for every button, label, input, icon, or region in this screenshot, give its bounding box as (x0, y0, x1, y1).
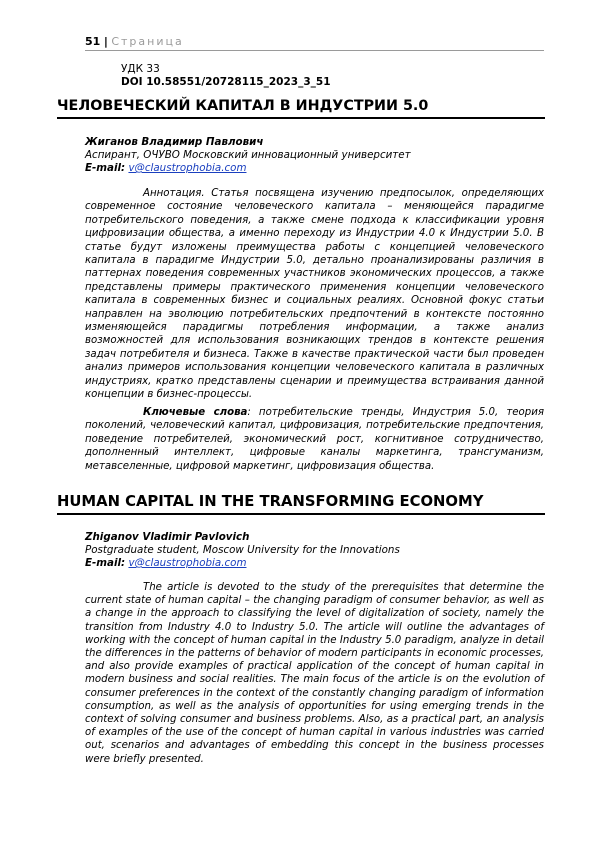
keywords-text: : потребительские тренды, Индустрия 5.0, теория поколений, человеческий капитал, цифровизация, потребительские предпочтения, поведение потребителей, экономический рост, когнитивное сотрудничество, дополненный интеллект, цифровые каналы маркетинга, трансгуманизм, метавселенные, цифровой маркетинг, цифровизация общества. (85, 407, 544, 472)
author-block-ru (85, 136, 411, 175)
abstract-ru: Аннотация. Статья посвящена изучению предпосылок, определяющих современное состояние человеческого капитала – меняющейся парадигме потребительского поведения, а также смене подхода к классификации уровня цифровизации общества, а именно переходу из Индустрии 4.0 к Индустрии 5.0. В статье будут изложены преимущества работы с концепцией человеческого капитала в парадигме Индустрии 5.0, детально проанализированы различия в паттернах поведения современных участников экономических процессов, а также представлены примеры практического применения концепции человеческого капитала в современных бизнес и социальных реалиях. Основной фокус статьи направлен на эволюцию потребительских предпочтений в контексте постоянно изменяющейся парадигмы потребления информации, а также анализ возможностей для использования возникающих трендов в контексте решения задач потребителя и бизнеса. Также в качестве практической части был проведен анализ примеров использования концепции человеческого капитала в различных индустриях, кратко представлены сценарии и преимущества встраивания данной концепции в бизнес-процессы. (85, 188, 544, 401)
header-divider (85, 50, 544, 51)
page-number: 51 (85, 35, 101, 48)
email-link-ru[interactable]: v@claustrophobia.com (128, 162, 247, 174)
email-label-en: E-mail: (85, 557, 126, 569)
email-link-en[interactable]: v@claustrophobia.com (128, 557, 247, 569)
author-email-row-en (85, 557, 400, 570)
author-name-ru: Жиганов Владимир Павлович (85, 136, 264, 148)
keywords-label: Ключевые слова (143, 407, 248, 418)
title-ru: ЧЕЛОВЕЧЕСКИЙ КАПИТАЛ В ИНДУСТРИИ 5.0 (57, 98, 545, 119)
author-block-en (85, 531, 400, 570)
page-word: Страница (111, 35, 184, 48)
abstract-en: The article is devoted to the study of the prerequisites that determine the current state of human capital – the changing paradigm of consumer behavior, as well as a change in the approach to classifying the level of digitalization of society, namely the transition from Industry 4.0 to Industry 5.0. The article will outline the advantages of working with the concept of human capital in the Industry 5.0 paradigm, analyze in detail the differences in the patterns of behavior of modern participants in economic processes, and also provide examples of practical application of the concept of human capital in modern business and social realities. The main focus of the article is on the evolution of consumer preferences in the context of the constantly changing paradigm of information consumption, as well as the analysis of opportunities for using emerging trends in the context of solving consumer and business problems. Also, as a practical part, an analysis of examples of the use of the concept of human capital in various industries was carried out, scenarios and advantages of embedding this concept in the business processes were briefly presented. (85, 582, 544, 765)
keywords-ru (85, 406, 544, 473)
author-affiliation-en: Postgraduate student, Moscow University for the Innovations (85, 544, 400, 556)
page-header (85, 35, 184, 48)
author-email-row-ru (85, 162, 411, 175)
title-en: HUMAN CAPITAL IN THE TRANSFORMING ECONOMY (57, 493, 545, 515)
doi: DOI 10.58551/20728115_2023_3_51 (121, 76, 331, 88)
author-affiliation-ru: Аспирант, ОЧУВО Московский инновационный университет (85, 149, 411, 161)
author-name-en: Zhiganov Vladimir Pavlovich (85, 531, 250, 543)
header-separator: | (103, 35, 108, 48)
email-label-ru: E-mail: (85, 162, 126, 174)
udk-code: УДК 33 (121, 63, 160, 75)
